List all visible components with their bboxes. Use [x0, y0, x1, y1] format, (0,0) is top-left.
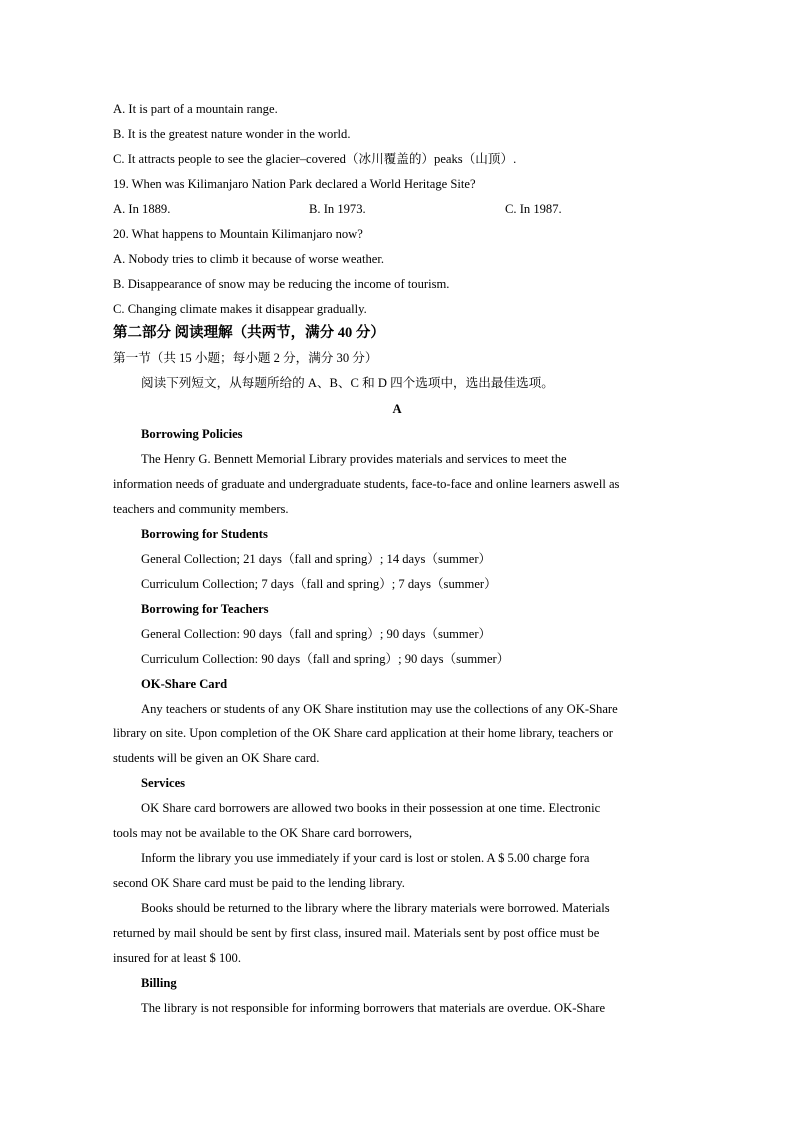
okshare-heading: OK-Share Card: [141, 677, 228, 691]
q18-option-c: C. It attracts people to see the glacier–covered（冰川覆盖的）peaks（山顶）.: [113, 152, 517, 166]
q19-option-b: B. In 1973.: [309, 202, 366, 216]
students-curriculum: Curriculum Collection; 7 days（fall and spring）; 7 days（summer）: [141, 577, 497, 591]
students-general: General Collection; 21 days（fall and spring）; 14 days（summer）: [141, 552, 492, 566]
reading-instruction: 阅读下列短文，从每题所给的 A、B、C 和 D 四个选项中，选出最佳选项。: [141, 376, 554, 390]
okshare-line-1: Any teachers or students of any OK Share institution may use the collections of any OK-Share: [141, 702, 618, 716]
services-line-7: insured for at least $ 100.: [113, 951, 242, 965]
intro-line-3: teachers and community members.: [113, 502, 289, 516]
teachers-general: General Collection: 90 days（fall and spring）; 90 days（summer）: [141, 627, 492, 641]
teachers-curriculum: Curriculum Collection: 90 days（fall and spring）; 90 days（summer）: [141, 652, 510, 666]
teachers-heading: Borrowing for Teachers: [141, 602, 269, 616]
q20-stem: 20. What happens to Mountain Kilimanjaro now?: [113, 227, 363, 241]
okshare-line-2: library on site. Upon completion of the OK Share card application at their home library, teachers or: [113, 726, 613, 740]
services-line-5: Books should be returned to the library where the library materials were borrowed. Materials: [141, 901, 610, 915]
passage-title: Borrowing Policies: [141, 427, 243, 441]
q19-option-c: C. In 1987.: [505, 202, 562, 216]
q18-option-a: A. It is part of a mountain range.: [113, 102, 278, 116]
services-line-3: Inform the library you use immediately if your card is lost or stolen. A $ 5.00 charge fora: [141, 851, 590, 865]
q20-option-a: A. Nobody tries to climb it because of worse weather.: [113, 252, 385, 266]
services-heading: Services: [141, 776, 186, 790]
q20-option-c: C. Changing climate makes it disappear gradually.: [113, 302, 367, 316]
part2-title: 第二部分 阅读理解（共两节，满分 40 分）: [113, 325, 385, 341]
services-line-2: tools may not be available to the OK Share card borrowers,: [113, 826, 413, 840]
students-heading: Borrowing for Students: [141, 527, 268, 541]
q19-stem: 19. When was Kilimanjaro Nation Park declared a World Heritage Site?: [113, 177, 476, 191]
q19-option-a: A. In 1889.: [113, 202, 171, 216]
section1-header: 第一节（共 15 小题；每小题 2 分，满分 30 分）: [113, 351, 378, 365]
intro-line-2: information needs of graduate and undergraduate students, face-to-face and online learners aswell as: [113, 477, 620, 491]
billing-heading: Billing: [141, 976, 177, 990]
q18-option-b: B. It is the greatest nature wonder in the world.: [113, 127, 351, 141]
passage-label: A: [392, 402, 402, 416]
services-line-6: returned by mail should be sent by first class, insured mail. Materials sent by post office must be: [113, 926, 600, 940]
q20-option-b: B. Disappearance of snow may be reducing the income of tourism.: [113, 277, 450, 291]
okshare-line-3: students will be given an OK Share card.: [113, 751, 320, 765]
services-line-1: OK Share card borrowers are allowed two books in their possession at one time. Electronic: [141, 801, 601, 815]
intro-line-1: The Henry G. Bennett Memorial Library provides materials and services to meet the: [141, 452, 567, 466]
services-line-4: second OK Share card must be paid to the lending library.: [113, 876, 405, 890]
billing-line-1: The library is not responsible for informing borrowers that materials are overdue. OK-Share: [141, 1001, 606, 1015]
